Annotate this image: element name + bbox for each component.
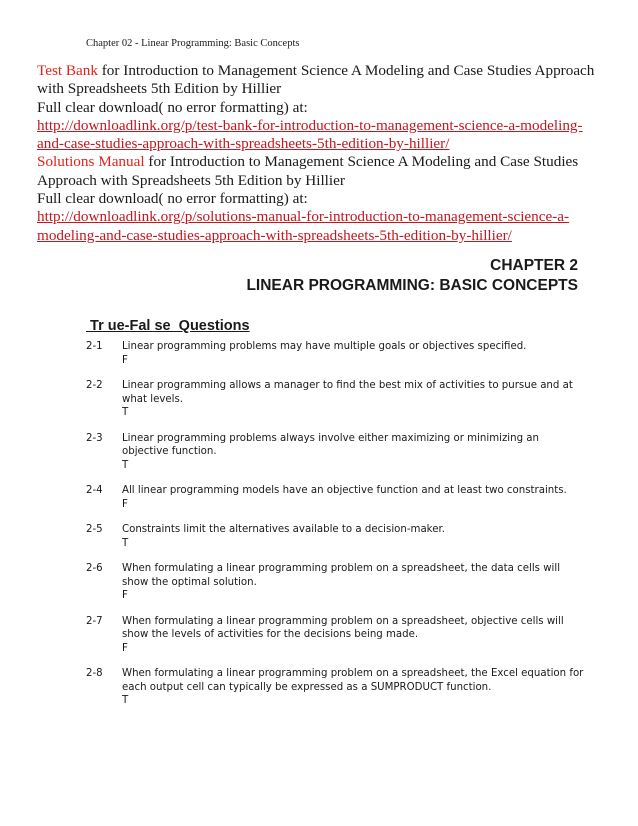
- chapter-heading: [246, 256, 578, 296]
- question-answer: T: [122, 537, 129, 549]
- question-number: 2-8: [86, 668, 103, 679]
- question-number: 2-5: [86, 524, 103, 535]
- question-item: [86, 432, 586, 473]
- test-bank-paragraph: [37, 62, 597, 99]
- question-item: [86, 484, 586, 511]
- question-text: Linear programming problems always involve either maximizing or minimizing an objective function.: [122, 432, 539, 457]
- test-bank-label: Test Bank: [37, 62, 98, 79]
- question-text: Linear programming problems may have multiple goals or objectives specified.: [122, 341, 527, 352]
- questions-list: [86, 340, 586, 720]
- question-item: [86, 340, 586, 367]
- question-answer: F: [122, 498, 128, 510]
- running-header: Chapter 02 - Linear Programming: Basic Concepts: [86, 38, 300, 49]
- solutions-text: for Introduction to Management Science A Modeling and Case Studies Approach with Spreadsheets 5th Edition by Hillier: [37, 153, 579, 189]
- question-answer: F: [122, 642, 128, 654]
- solutions-label: Solutions Manual: [37, 153, 145, 171]
- question-number: 2-4: [86, 485, 103, 496]
- question-item: [86, 379, 586, 420]
- chapter-number: CHAPTER 2: [490, 257, 578, 274]
- question-item: [86, 615, 586, 656]
- download-text-2: Full clear download( no error formatting) at:: [37, 190, 308, 208]
- test-bank-text: for Introduction to Management Science A Modeling and Case Studies Approach with Spreadsheets 5th Edition by Hillier: [37, 62, 595, 98]
- question-text: Linear programming allows a manager to find the best mix of activities to pursue and at what levels.: [122, 380, 573, 405]
- test-bank-link[interactable]: http://downloadlink.org/p/test-bank-for-introduction-to-management-science-a-modeling-and-case-studies-approach-with-spreadsheets-5th-edition-by-hillier/: [37, 116, 583, 153]
- question-text: Constraints limit the alternatives available to a decision-maker.: [122, 524, 445, 535]
- question-answer: T: [122, 407, 129, 418]
- question-answer: T: [122, 695, 129, 706]
- question-item: [86, 523, 586, 550]
- section-title: Tr ue-Fal se Questions: [86, 318, 250, 334]
- intro-block: [37, 62, 597, 245]
- solutions-link[interactable]: http://downloadlink.org/p/solutions-manual-for-introduction-to-management-science-a-modeling-and-case-studies-approach-with-spreadsheets-5th-edition-by-hillier/: [37, 208, 570, 244]
- question-answer: T: [122, 459, 129, 471]
- download-text-1: Full clear download( no error formatting) at:: [37, 98, 308, 116]
- solutions-paragraph: [37, 153, 597, 190]
- question-number: 2-1: [86, 341, 103, 352]
- chapter-title: LINEAR PROGRAMMING: BASIC CONCEPTS: [246, 277, 578, 294]
- question-number: 2-2: [86, 380, 103, 391]
- question-number: 2-3: [86, 432, 103, 444]
- question-item: [86, 562, 586, 603]
- question-answer: F: [122, 354, 128, 366]
- question-answer: F: [122, 590, 128, 601]
- question-text: All linear programming models have an objective function and at least two constraints.: [122, 485, 567, 496]
- question-text: When formulating a linear programming problem on a spreadsheet, objective cells will show the levels of activities for the decisions being made.: [122, 615, 564, 640]
- question-number: 2-7: [86, 615, 103, 627]
- question-number: 2-6: [86, 563, 103, 574]
- question-text: When formulating a linear programming problem on a spreadsheet, the data cells will show the optimal solution.: [122, 563, 561, 588]
- question-text: When formulating a linear programming problem on a spreadsheet, the Excel equation for each output cell can typically be expressed as a SUMPRODUCT function.: [122, 668, 584, 693]
- question-item: [86, 667, 586, 708]
